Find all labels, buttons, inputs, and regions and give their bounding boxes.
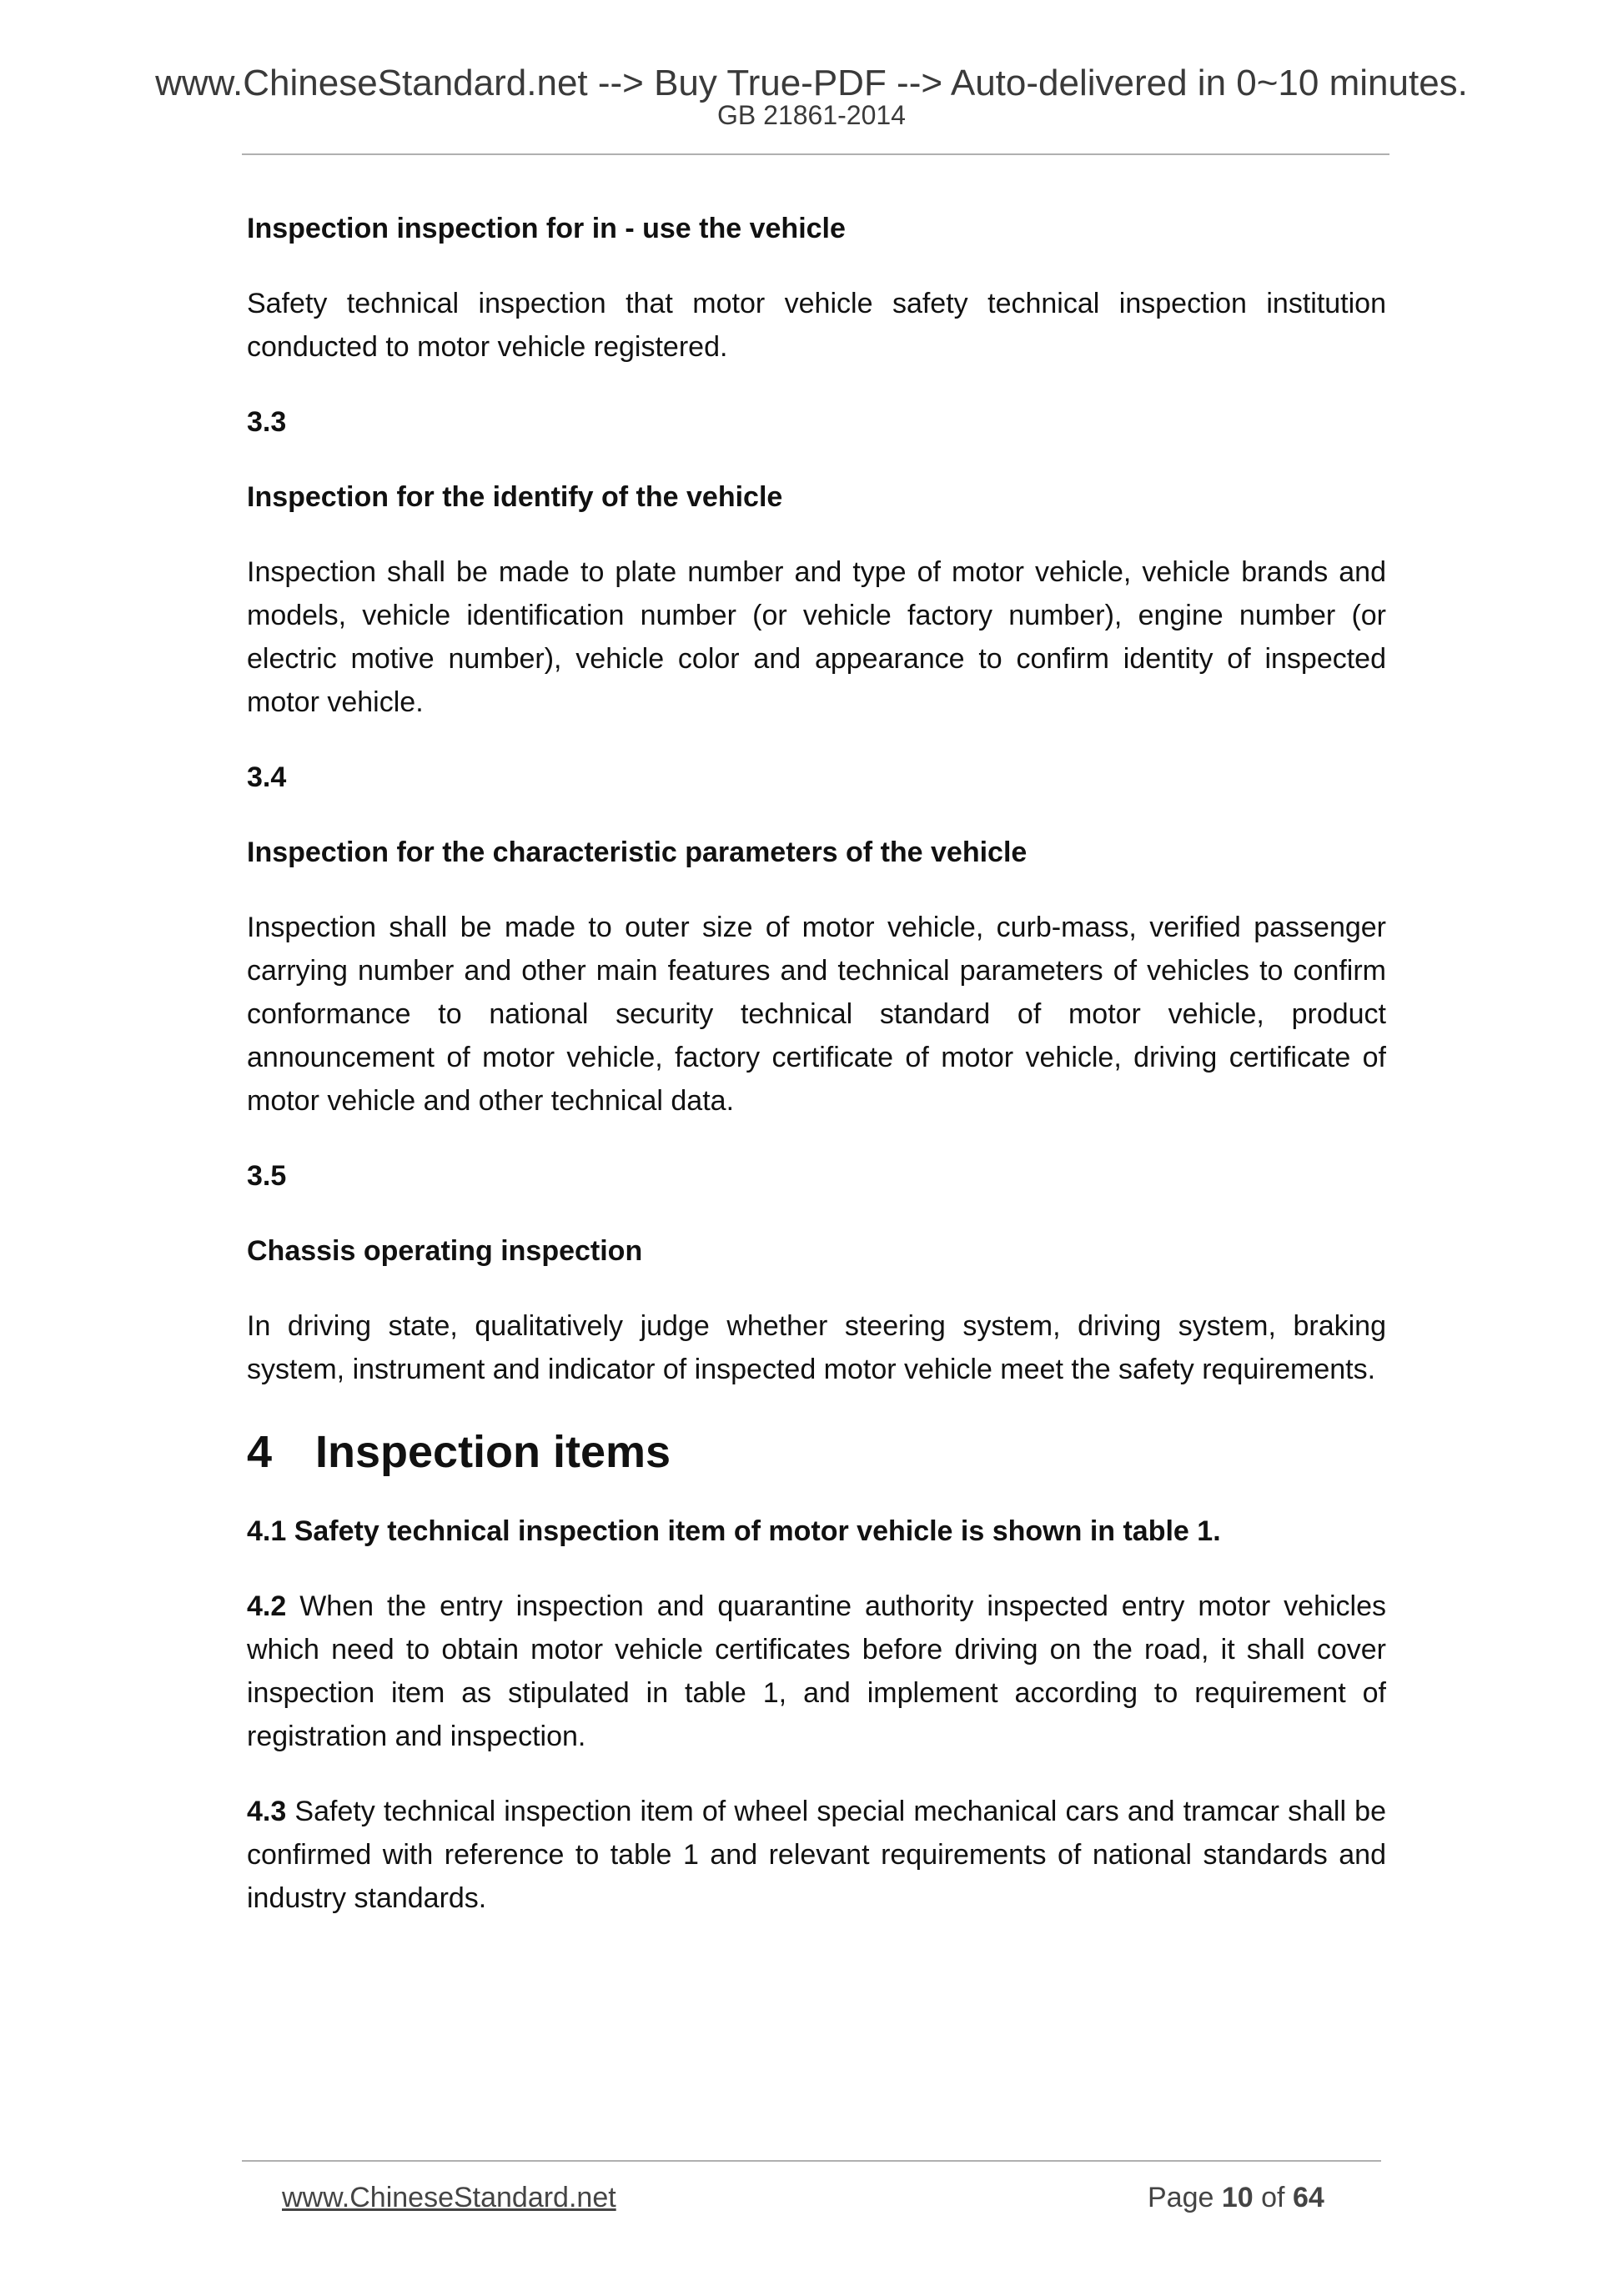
page-prefix: Page bbox=[1148, 2182, 1222, 2213]
standard-code: GB 21861-2014 bbox=[717, 100, 906, 130]
section-4-2 bbox=[247, 1585, 1386, 1758]
section-3-4-title: Inspection for the characteristic parameters of the vehicle bbox=[247, 837, 1028, 868]
site-banner[interactable]: www.ChineseStandard.net --> Buy True-PDF --> Auto-delivered in 0~10 minutes. bbox=[155, 63, 1468, 103]
section-3-5-text: In driving state, qualitatively judge whether steering system, driving system, braking system, instrument and indicator of inspected motor vehicle meet the safety requirements. bbox=[247, 1310, 1386, 1385]
page-indicator bbox=[1148, 2182, 1324, 2214]
section-3-2-title: Inspection inspection for in - use the vehicle bbox=[247, 213, 846, 244]
section-4-1-text: 4.1 Safety technical inspection item of motor vehicle is shown in table 1. bbox=[247, 1515, 1221, 1547]
footer-site-link[interactable]: www.ChineseStandard.net bbox=[282, 2182, 616, 2213]
section-3-3-text: Inspection shall be made to plate number and type of motor vehicle, vehicle brands and models, vehicle identification number (or vehicle factory number), engine number (or electric motive number), vehicle color and appearance to confirm identity of inspected motor vehicle. bbox=[247, 556, 1386, 718]
page-total: 64 bbox=[1292, 2182, 1324, 2213]
section-4-3-number: 4.3 bbox=[247, 1796, 287, 1827]
section-3-3-title: Inspection for the identify of the vehicle bbox=[247, 481, 783, 513]
header-divider bbox=[242, 153, 1389, 155]
section-4-2-text: When the entry inspection and quarantine authority inspected entry motor vehicles which need to obtain motor vehicle certificates before driving on the road, it shall cover inspection item as stipulated in table 1, and implement according to requirement of registration and inspection. bbox=[247, 1590, 1386, 1752]
section-3-5-number: 3.5 bbox=[247, 1160, 287, 1192]
page-current: 10 bbox=[1221, 2182, 1254, 2213]
section-4-2-number: 4.2 bbox=[247, 1590, 287, 1622]
page-of: of bbox=[1253, 2182, 1293, 2213]
chapter-4-title: Inspection items bbox=[315, 1427, 671, 1477]
section-4-3 bbox=[247, 1790, 1386, 1920]
chapter-4-heading bbox=[247, 1423, 1386, 1481]
section-3-2-text: Safety technical inspection that motor vehicle safety technical inspection institution conducted to motor vehicle registered. bbox=[247, 288, 1386, 363]
footer-divider bbox=[242, 2160, 1381, 2162]
section-3-5-title: Chassis operating inspection bbox=[247, 1235, 643, 1267]
section-4-3-text: Safety technical inspection item of wheel special mechanical cars and tramcar shall be confirmed with reference to table 1 and relevant requirements of national standards and industry standards. bbox=[247, 1796, 1386, 1914]
section-3-4-number: 3.4 bbox=[247, 761, 287, 793]
chapter-4-number: 4 bbox=[247, 1427, 273, 1477]
section-3-4-text: Inspection shall be made to outer size of motor vehicle, curb-mass, verified passenger carrying number and other main features and technical parameters of vehicles to confirm conformance to national security technical standard of motor vehicle, product announcement of motor vehicle, factory certificate of motor vehicle, driving certificate of motor vehicle and other technical data. bbox=[247, 912, 1386, 1117]
section-3-3-number: 3.3 bbox=[247, 406, 287, 438]
page-content bbox=[247, 207, 1386, 1952]
